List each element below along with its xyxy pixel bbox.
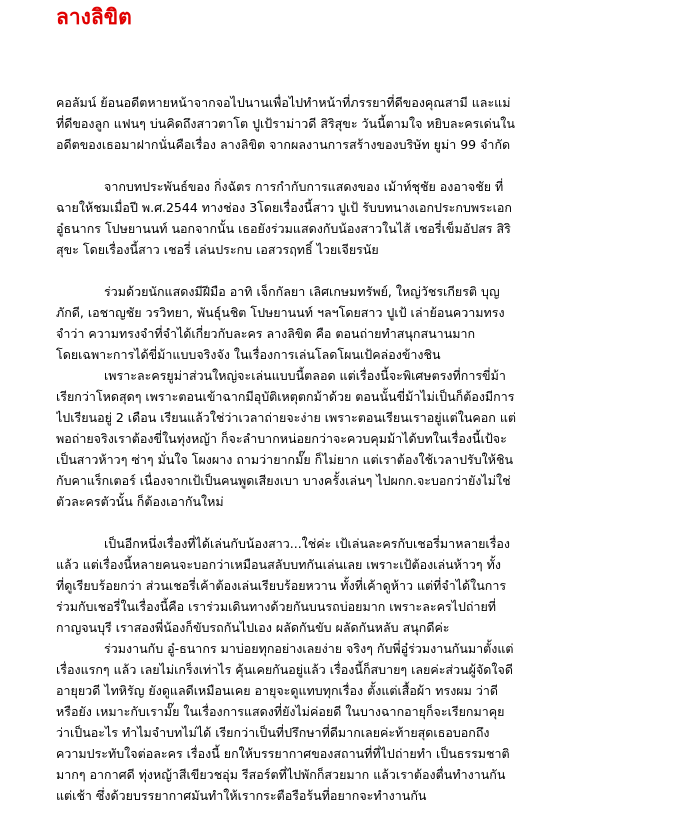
paragraph <box>56 533 638 638</box>
paragraph-line: เพราะละครยูม่าส่วนใหญ่จะเล่นแบบนี้ตลอด แต่เรื่องนี้จะพิเศษตรงที่การขี่ม้า <box>104 368 506 383</box>
paragraph-line: ว่าเป็นอะไร ทำไมจำบทไม่ได้ เรียกว่าเป็นที่ปรึกษาที่ดีมากเลยค่ะท้ายสุดเธอบอกถึง <box>56 725 490 740</box>
paragraph-line: ฉายให้ชมเมื่อปี พ.ศ.2544 ทางช่อง 3โดยเรื่องนี้สาว ปูเป้ รับบทนางเอกประกบพระเอก <box>56 200 512 215</box>
paragraph-line: เป็นสาวห้าวๆ ซ่าๆ มั่นใจ โผงผาง ถามว่ายากมั๊ย ก็ไม่ยาก แต่เราต้องใช้เวลาปรับให้ชิน <box>56 452 514 467</box>
paragraph <box>56 92 638 155</box>
paragraph <box>56 638 638 806</box>
paragraph-line: แล้ว แต่เรื่องนี้หลายคนจะบอกว่าเหมือนสลับบทกันเล่นเลย เพราะเป้ต้องเล่นห้าวๆ ทั้ง <box>56 557 501 572</box>
paragraph-line: ที่ดีของลูก แฟนๆ บ่นคิดถึงสาวตาโต ปูเป้ราม่าวดี สิริสุขะ วันนี้ตามใจ หยิบละครเด่นใน <box>56 116 515 131</box>
paragraph-line: ภักดี, เอชาญชัย วรวิทยา, พันธุ์นชิต โปษยานนท์ ฯลฯโดยสาว ปูเป้ เล่าย้อนความทรง <box>56 305 505 320</box>
paragraph-line: แต่เช้า ซึ่งด้วยบรรยากาศมันทำให้เรากระตือรือร้นที่อยากจะทำงานกัน <box>56 788 427 803</box>
paragraph-line: หรือยัง เหมาะกับเรามั๊ย ในเรื่องการแสดงที่ยังไม่ค่อยดี ในบางฉากอายุก็จะเรียกมาคุย <box>56 704 505 719</box>
paragraph-line: เป็นอีกหนึ่งเรื่องที่ได้เล่นกับน้องสาว...ใช่ค่ะ เป้เล่นละครกับเชอรี่มาหลายเรื่อง <box>104 536 511 551</box>
paragraph-line: สุขะ โดยเรื่องนี้สาว เชอรี่ เล่นประกบ เอสวรฤทธิ์ ไวยเจียรนัย <box>56 242 379 257</box>
paragraph-line: คอลัมน์ ย้อนอดีตหายหน้าจากจอไปนานเพื่อไปทำหน้าที่ภรรยาที่ดีของคุณสามี และแม่ <box>56 95 511 110</box>
paragraph-line: พอถ่ายจริงเราต้องขี่ในทุ่งหญ้า ก็จะลำบากหน่อยกว่าจะควบคุมม้าได้บทในเรื่องนี้เป้จะ <box>56 431 507 446</box>
paragraph <box>56 365 638 512</box>
paragraph-line: โดยเฉพาะการได้ขี่ม้าแบบจริงจัง ในเรื่องการเล่นโลดโผนเป้คล่องข้างชิน <box>56 347 441 362</box>
document-title: ลางลิขิต <box>56 5 132 29</box>
paragraph-line: กาญจนบุรี เราสองพี่น้องก็ขับรถกันไปเอง ผลัดกันขับ ผลัดกันหลับ สนุกดีค่ะ <box>56 620 450 635</box>
paragraph-line: ร่วมกับเชอรี่ในเรื่องนี้คือ เราร่วมเดินทางด้วยกันบนรถบ่อยมาก เพราะละครไปถ่ายที่ <box>56 599 497 614</box>
paragraph-line: มากๆ อากาศดี ทุ่งหญ้าสีเขียวชอุ่ม รีสอร์ตที่ไปพักก็สวยมาก แล้วเราต้องตื่นทำงานกัน <box>56 767 506 782</box>
paragraph-line: เรื่องแรกๆ แล้ว เลยไม่เกร็งเท่าไร คุ้นเคยกันอยู่แล้ว เรื่องนี้ก็สบายๆ เลยค่ะส่วนผู้จัดใจดี <box>56 662 513 677</box>
paragraph-line: กับคาแร็กเตอร์ เนื่องจากเป้เป็นคนพูดเสียงเบา บางครั้งเล่นๆ ไปผกก.จะบอกว่ายังไม่ใช่ <box>56 473 511 488</box>
paragraph-line: จำว่า ความทรงจำที่จำได้เกี่ยวกับละคร ลางลิขิต คือ ตอนถ่ายทำสนุกสนานมาก <box>56 326 476 341</box>
paragraph-line: เรียกว่าโหดสุดๆ เพราะตอนเข้าฉากมีอุบัติเหตุตกม้าด้วย ตอนนั้นขี่ม้าไม่เป็นก็ต้องมีการ <box>56 389 515 404</box>
paragraph-line: อดีตของเธอมาฝากนั่นคือเรื่อง ลางลิขิต จากผลงานการสร้างของบริษัท ยูม่า 99 จำกัด <box>56 137 511 152</box>
paragraph <box>56 281 638 365</box>
paragraph-line: ตัวละครตัวนั้น ก็ต้องเอากันใหม่ <box>56 494 224 509</box>
paragraph-line: ร่วมงานกับ อู๋-ธนากร มาบ่อยทุกอย่างเลยง่าย จริงๆ กับพี่อู๋ร่วมงานกันมาตั้งแต่ <box>104 641 514 656</box>
paragraph-line: ไปเรียนอยู่ 2 เดือน เรียนแล้วใช่ว่าเวลาถ่ายจะง่าย เพราะตอนเรียนเราอยู่แต่ในคอก แต่ <box>56 410 517 425</box>
paragraph-line: จากบทประพันธ์ของ กิ่งฉัตร การกำกับการแสดงของ เม้าท์ชุชัย องอาจชัย ที่ <box>104 179 504 194</box>
paragraph-line: ที่ดูเรียบร้อยกว่า ส่วนเชอรี่เค้าต้องเล่นเรียบร้อยหวาน ทั้งที่เค้าดูห้าว แต่ที่จำได้ในการ <box>56 578 507 593</box>
paragraph-line: ร่วมด้วยนักแสดงมีฝีมือ อาทิ เจ็กกัลยา เลิศเกษมทรัพย์, ใหญ่วัชรเกียรติ บุญ <box>104 284 500 299</box>
paragraph-line: อู๋ธนากร โปษยานนท์ นอกจากนั้น เธอยังร่วมแสดงกับน้องสาวในไส้ เชอรี่เข็มอัปสร สิริ <box>56 221 511 236</box>
paragraph-line: ความประทับใจต่อละคร เรื่องนี้ ยกให้บรรยากาศของสถานที่ที่ไปถ่ายทำ เป็นธรรมชาติ <box>56 746 510 761</box>
paragraph <box>56 176 638 260</box>
paragraph-line: อายุยวดี ไทหิรัญ ยังดูแลดีเหมือนเคย อายุจะดูแทบทุกเรื่อง ตั้งแต่เสื้อผ้า ทรงผม ว่าดี <box>56 683 498 698</box>
